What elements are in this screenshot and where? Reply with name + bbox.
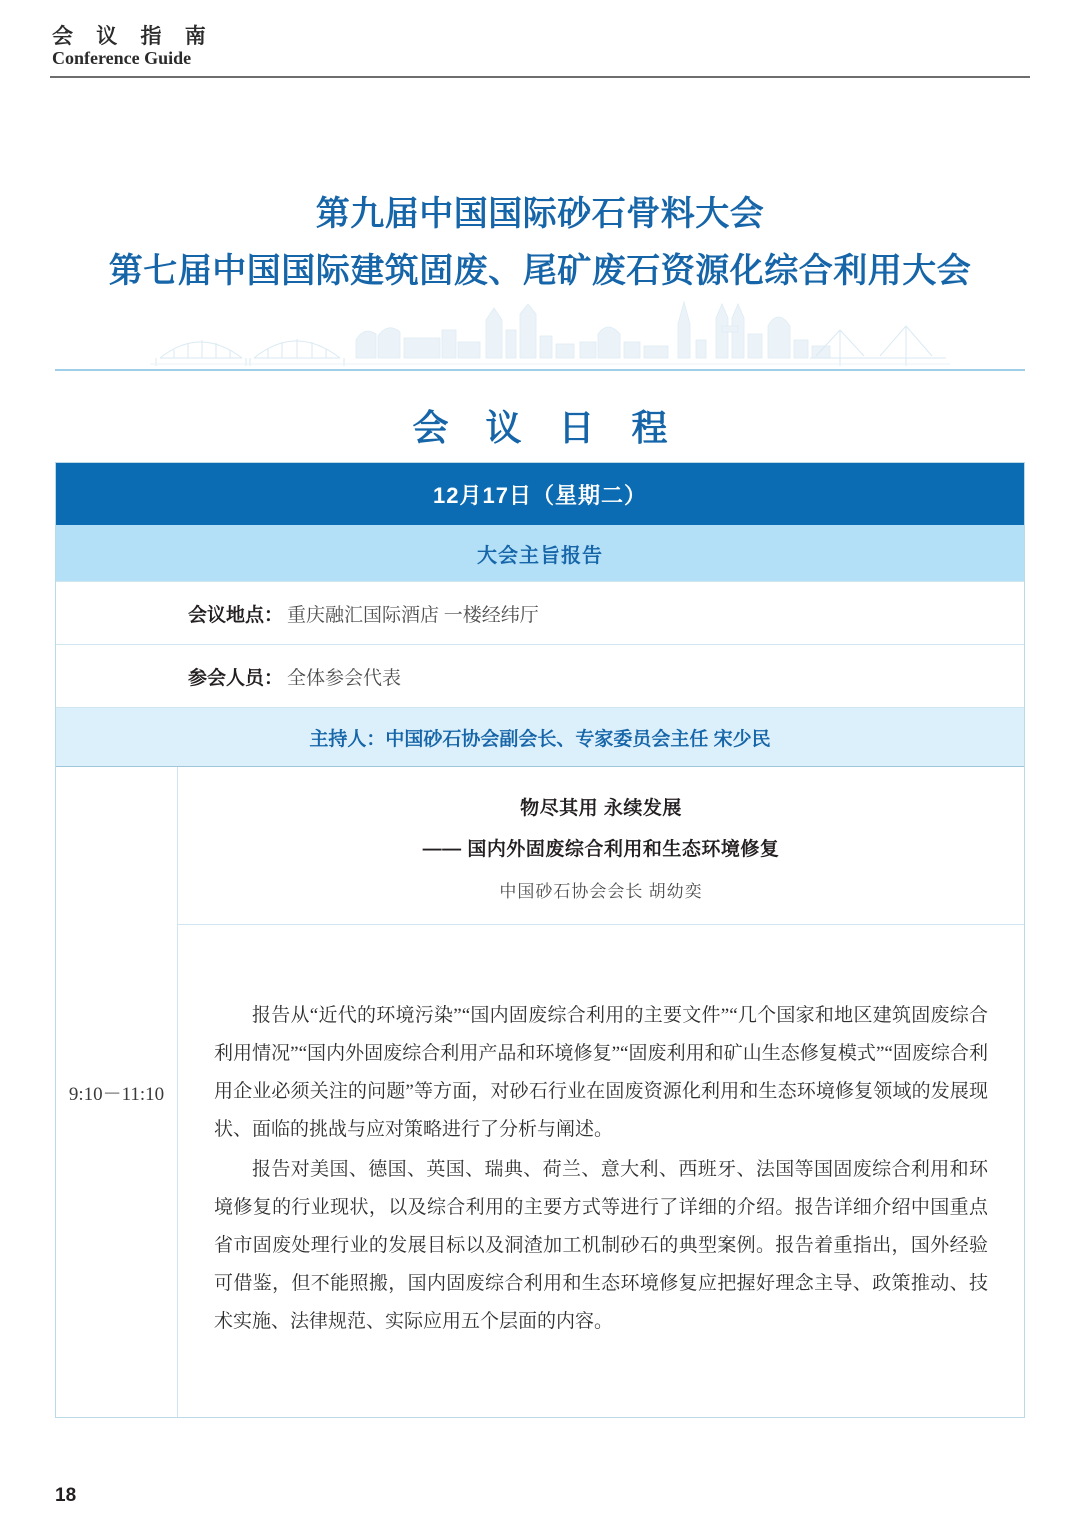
conference-title-line1: 第九届中国国际砂石骨料大会	[315, 195, 765, 233]
venue-value: 重庆融汇国际酒店 一楼经纬厅	[287, 604, 539, 626]
host-row: 主持人：中国砂石协会副会长、专家委员会主任 宋少民	[56, 707, 1024, 766]
talk-subtitle: —— 国内外固废综合利用和生态环境修复	[422, 839, 780, 860]
session-time: 9:10－11:10	[56, 767, 178, 1417]
agenda-session-row	[56, 766, 1024, 1417]
talk-speaker: 中国砂石协会会长 胡幼奕	[499, 882, 703, 901]
session-content	[178, 767, 1024, 1417]
page-number: 18	[55, 1485, 77, 1506]
running-header-title-en: Conference Guide	[52, 48, 192, 68]
talk-description	[178, 925, 1024, 1373]
skyline-illustration	[150, 300, 950, 368]
attendee-row	[56, 644, 1024, 707]
agenda-table	[55, 462, 1025, 1418]
venue-row	[56, 581, 1024, 644]
attendee-value: 全体参会代表	[287, 667, 402, 689]
talk-heading-block	[178, 767, 1024, 925]
talk-paragraph-2: 报告对美国、德国、英国、瑞典、荷兰、意大利、西班牙、法国等国固废综合利用和环境修复的行业现状，以及综合利用的主要方式等进行了详细的介绍。报告详细介绍中国重点省市固废处理行业的发展目标以及洞渣加工机制砂石的典型案例。报告着重指出，国外经验可借鉴，但不能照搬，国内固废综合利用和生态环境修复应把握好理念主导、政策推动、技术实施、法律规范、实际应用五个层面的内容。	[214, 1159, 988, 1332]
header-divider	[50, 76, 1030, 78]
agenda-date-header: 12月17日（星期二）	[56, 463, 1024, 525]
venue-label: 会议地点：	[188, 604, 284, 626]
talk-title: 物尽其用 永续发展	[520, 798, 682, 819]
running-header-title-cn: 会 议 指 南	[52, 24, 215, 48]
attendee-label: 参会人员：	[188, 667, 284, 689]
talk-paragraph-1: 报告从“近代的环境污染”“国内固废综合利用的主要文件”“几个国家和地区建筑固废综合利用情况”“国内外固废综合利用产品和环境修复”“固废利用和矿山生态修复模式”“固废综合利用企业必须关注的问题”等方面，对砂石行业在固废资源化利用和生态环境修复领域的发展现状、面临的挑战与应对策略进行了分析与阐述。	[214, 1005, 988, 1140]
conference-title-line2: 第七届中国国际建筑固废、尾矿废石资源化综合利用大会	[108, 252, 972, 290]
agenda-topic-header: 大会主旨报告	[56, 525, 1024, 581]
page-title: 会 议 日 程	[412, 408, 682, 448]
skyline-divider	[55, 369, 1025, 371]
